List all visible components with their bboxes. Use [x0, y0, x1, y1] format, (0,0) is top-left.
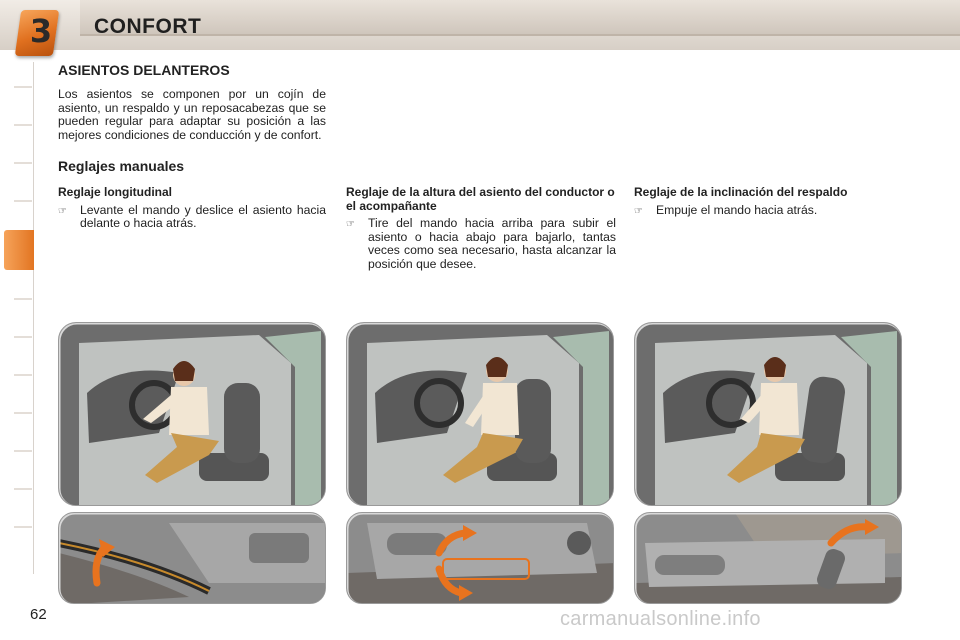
- chapter-title: CONFORT: [94, 15, 202, 38]
- chapter-tab[interactable]: [14, 488, 32, 490]
- instruction-item: [58, 204, 326, 231]
- instruction-item: [634, 204, 914, 219]
- chapter-tab[interactable]: [14, 526, 32, 528]
- chapter-tab[interactable]: [14, 450, 32, 452]
- chapter-tab[interactable]: [14, 298, 32, 300]
- chapter-tab[interactable]: [14, 200, 32, 202]
- seat-illustration-recline: [634, 322, 902, 506]
- seat-illustration-height: [346, 322, 614, 506]
- pointing-hand-icon: ☞: [634, 205, 643, 217]
- chapter-tab[interactable]: [14, 162, 32, 164]
- section-intro: Los asientos se componen por un cojín de asiento, un respaldo y un reposacabezas que se pueden regular para adaptar su posición a las mejores condiciones de conducción y de confort.: [58, 87, 326, 142]
- instruction-item: [346, 217, 616, 271]
- adjustment-column-longitudinal: [58, 186, 326, 231]
- column-heading: Reglaje de la inclinación del respaldo: [634, 185, 848, 199]
- chapter-tab[interactable]: [14, 336, 32, 338]
- header-band: [80, 0, 960, 36]
- column-heading: Reglaje de la altura del asiento del conductor o el acompañante: [346, 185, 615, 213]
- watermark: carmanualsonline.info: [560, 608, 761, 630]
- column-heading: Reglaje longitudinal: [58, 185, 173, 199]
- pointing-hand-icon: ☞: [58, 205, 67, 217]
- section-title: ASIENTOS DELANTEROS: [58, 62, 230, 78]
- lever-detail-recline: [634, 512, 902, 604]
- adjustment-column-recline: [634, 186, 914, 218]
- chapter-tab-rail: [0, 62, 34, 574]
- chapter-tab[interactable]: [14, 412, 32, 414]
- page-number: 62: [30, 606, 47, 623]
- pointing-hand-icon: ☞: [346, 219, 355, 231]
- lever-detail-longitudinal: [58, 512, 326, 604]
- instruction-text: Levante el mando y deslice el asiento hacia delante o hacia atrás.: [80, 202, 326, 231]
- chapter-tab[interactable]: [14, 86, 32, 88]
- adjustment-column-height: [346, 186, 616, 272]
- instruction-text: Tire del mando hacia arriba para subir el asiento o hacia abajo para bajarlo, tantas veces como sea necesario, hasta alcanzar la posición que desee.: [368, 216, 616, 271]
- subsection-title: Reglajes manuales: [58, 158, 185, 174]
- chapter-number: 3: [29, 12, 53, 50]
- chapter-tab[interactable]: [14, 124, 32, 126]
- chapter-tab-active[interactable]: [4, 230, 34, 270]
- instruction-text: Empuje el mando hacia atrás.: [656, 202, 818, 217]
- lever-detail-height: [346, 512, 614, 604]
- seat-illustration-longitudinal: [58, 322, 326, 506]
- chapter-tab[interactable]: [14, 374, 32, 376]
